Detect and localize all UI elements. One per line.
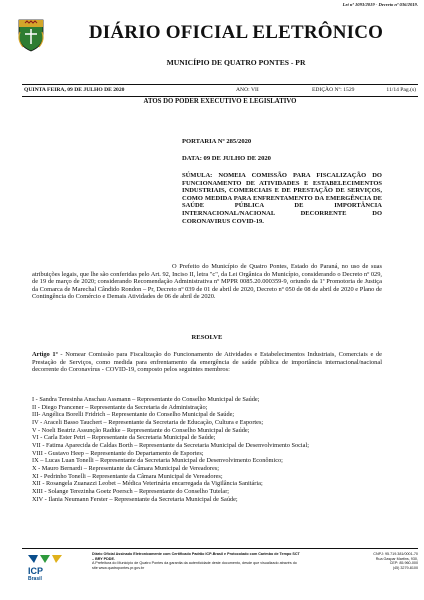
list-item: II - Diego Francener – Representante da Secretaria de Administração;	[32, 403, 208, 411]
municipal-crest-icon	[16, 16, 46, 52]
list-item: I - Sandra Teresinha Anschau Assmann – Representante do Conselho Municipal de Saúde;	[32, 396, 260, 403]
footer-note-bold: Diário Oficial Assinado Eletronicamente com Certificado Padrão ICP-Brasil e Protocolado com Carimbo de Tempo SCT – BRY PDDE.	[92, 552, 300, 561]
edition-number: EDIÇÃO Nº: 1529	[312, 87, 355, 93]
header-rule-top	[22, 84, 418, 85]
footer-phone: (45) 3279-8100	[392, 565, 418, 570]
edition-year: ANO: VII	[236, 87, 259, 93]
icp-logo-subtext: Brasil	[28, 576, 42, 582]
list-item: VI - Carla Ester Petri – Representante da Secretaria Municipal de Saúde;	[32, 434, 216, 442]
list-item: V - Noeli Beatriz Assunção Radtke – Representante do Conselho Municipal de Saúde;	[32, 426, 250, 434]
list-item: III- Angélica Borelli Fridrich – Representante do Conselho Municipal de Saúde;	[32, 411, 235, 419]
list-item: XII - Rosangela Zuanazzi Leobet – Médica Veterinária encarregada da Vigilância Sanitária;	[32, 480, 263, 488]
edition-pages: 11/14 Pag.(s)	[386, 87, 416, 93]
edition-date: QUINTA FEIRA, 09 DE JULHO DE 2020	[24, 87, 125, 93]
list-item: X - Mauro Bernardi – Representante da Câmara Municipal de Vereadores;	[32, 464, 219, 472]
footer-note	[92, 552, 302, 570]
footer-cnpj: CNPJ: 95.719.381/0001-70	[373, 552, 418, 556]
page-subtitle: MUNICÍPIO DE QUATRO PONTES - PR	[166, 58, 306, 67]
footer-cep: CEP: 85.960-000	[389, 561, 418, 566]
list-item: XIV - Ilania Neumann Ferster – Representante da Secretaria Municipal de Saúde;	[32, 495, 238, 503]
section-heading: ATOS DO PODER EXECUTIVO E LEGISLATIVO	[143, 98, 297, 105]
list-item: IV - Araceli Basso Tauchert – Representante da Secretaria de Educação, Cultura e Esportes;	[32, 418, 264, 426]
list-item: VII - Fatima Aparecida de Caldas Borth – Representante da Secretaria Municipal de Desenvolvimento Social;	[32, 441, 309, 449]
preamble-paragraph: O Prefeito do Município de Quatro Pontes, Estado do Paraná, no uso de suas atribuições legais, que lhe são conferidas pelo Art. 92, Inciso II, letra "c", da Lei Orgânica do Município, considerando o Decreto nº 029, de 19 de março de 2020; considerando Recomendação Administrativa nº MPPR 0085.20.000359-9, oriundo da 1ª Promotoria de Justiça da Comarca de Marechal Cândido Rondon – Pr, Decreto nº 039 de 01 de abril de 2020, Decreto nº 050 de 08 de abril de 2020 e Plano de Contingência do Comércio e Demais Atividades de 06 de abril de 2020.	[32, 263, 382, 301]
footer-rule	[22, 548, 418, 549]
footer-contact	[340, 552, 418, 570]
resolve-heading: RESOLVE	[191, 334, 223, 341]
portaria-title: PORTARIA Nº 285/2020	[182, 138, 252, 145]
portaria-sumula: SÚMULA: NOMEIA COMISSÃO PARA FISCALIZAÇÃO DO FUNCIONAMENTO DE ATIVIDADES E ESTABELECIMENTOS INDUSTRIAIS, COMERCIAIS E DE PRESTAÇÃO DE SERVIÇOS, COMO MEDIDA PARA ENFRENTAMENTO DA EMERGÊNCIA DE SAÚDE PÚBLICA DE IMPORTÂNCIA INTERNACIONAL/NACIONAL DECORRENTE DO CORONAVIRUS COVID-19.	[182, 172, 382, 225]
portaria-date: DATA: 09 DE JULHO DE 2020	[182, 155, 271, 162]
page-title: DIÁRIO OFICIAL ELETRÔNICO	[88, 22, 384, 43]
footer-note-text: A Prefeitura do Município de Quatro Pontes da garantia da autenticidade deste documento, desde que visualizado através do site www.quatropontes.pr.gov.br	[92, 561, 297, 570]
edition-meta-bar	[22, 86, 418, 96]
list-item: XI - Pedrinho Tonelli – Representante da Câmara Municipal de Vereadores;	[32, 472, 223, 480]
header-rule-bottom	[22, 96, 418, 97]
article-text: - Nomear Comissão para Fiscalização do Funcionamento de Atividades e Estabelecimentos Industriais, Comerciais e de Prestação de Serviços, como medida para enfrentamento da emergência de saúde pública de importância internacional/nacional decorrente do Coronavírus - COVID-19, composto pelos seguintes membros:	[32, 351, 382, 374]
list-item: XIII - Solange Terezinha Goetz Poersch – Representante do Conselho Tutelar;	[32, 487, 230, 495]
footer-address: Rua Gaspar Martins, 930,	[375, 556, 418, 561]
law-reference: Lei nº 1093/2019 - Decreto nº 036/2019.	[342, 2, 418, 7]
list-item: IX – Lucas Luan Tonelli – Representante da Secretaria Municipal de Desenvolvimento Econômico;	[32, 457, 283, 465]
icp-logo-text: ICP	[28, 566, 44, 576]
list-item: VIII - Gustavo Heep – Representante do Departamento de Esportes;	[32, 449, 204, 457]
article-label: Artigo 1º	[32, 351, 58, 358]
article-1	[32, 351, 382, 374]
members-list	[32, 396, 382, 503]
